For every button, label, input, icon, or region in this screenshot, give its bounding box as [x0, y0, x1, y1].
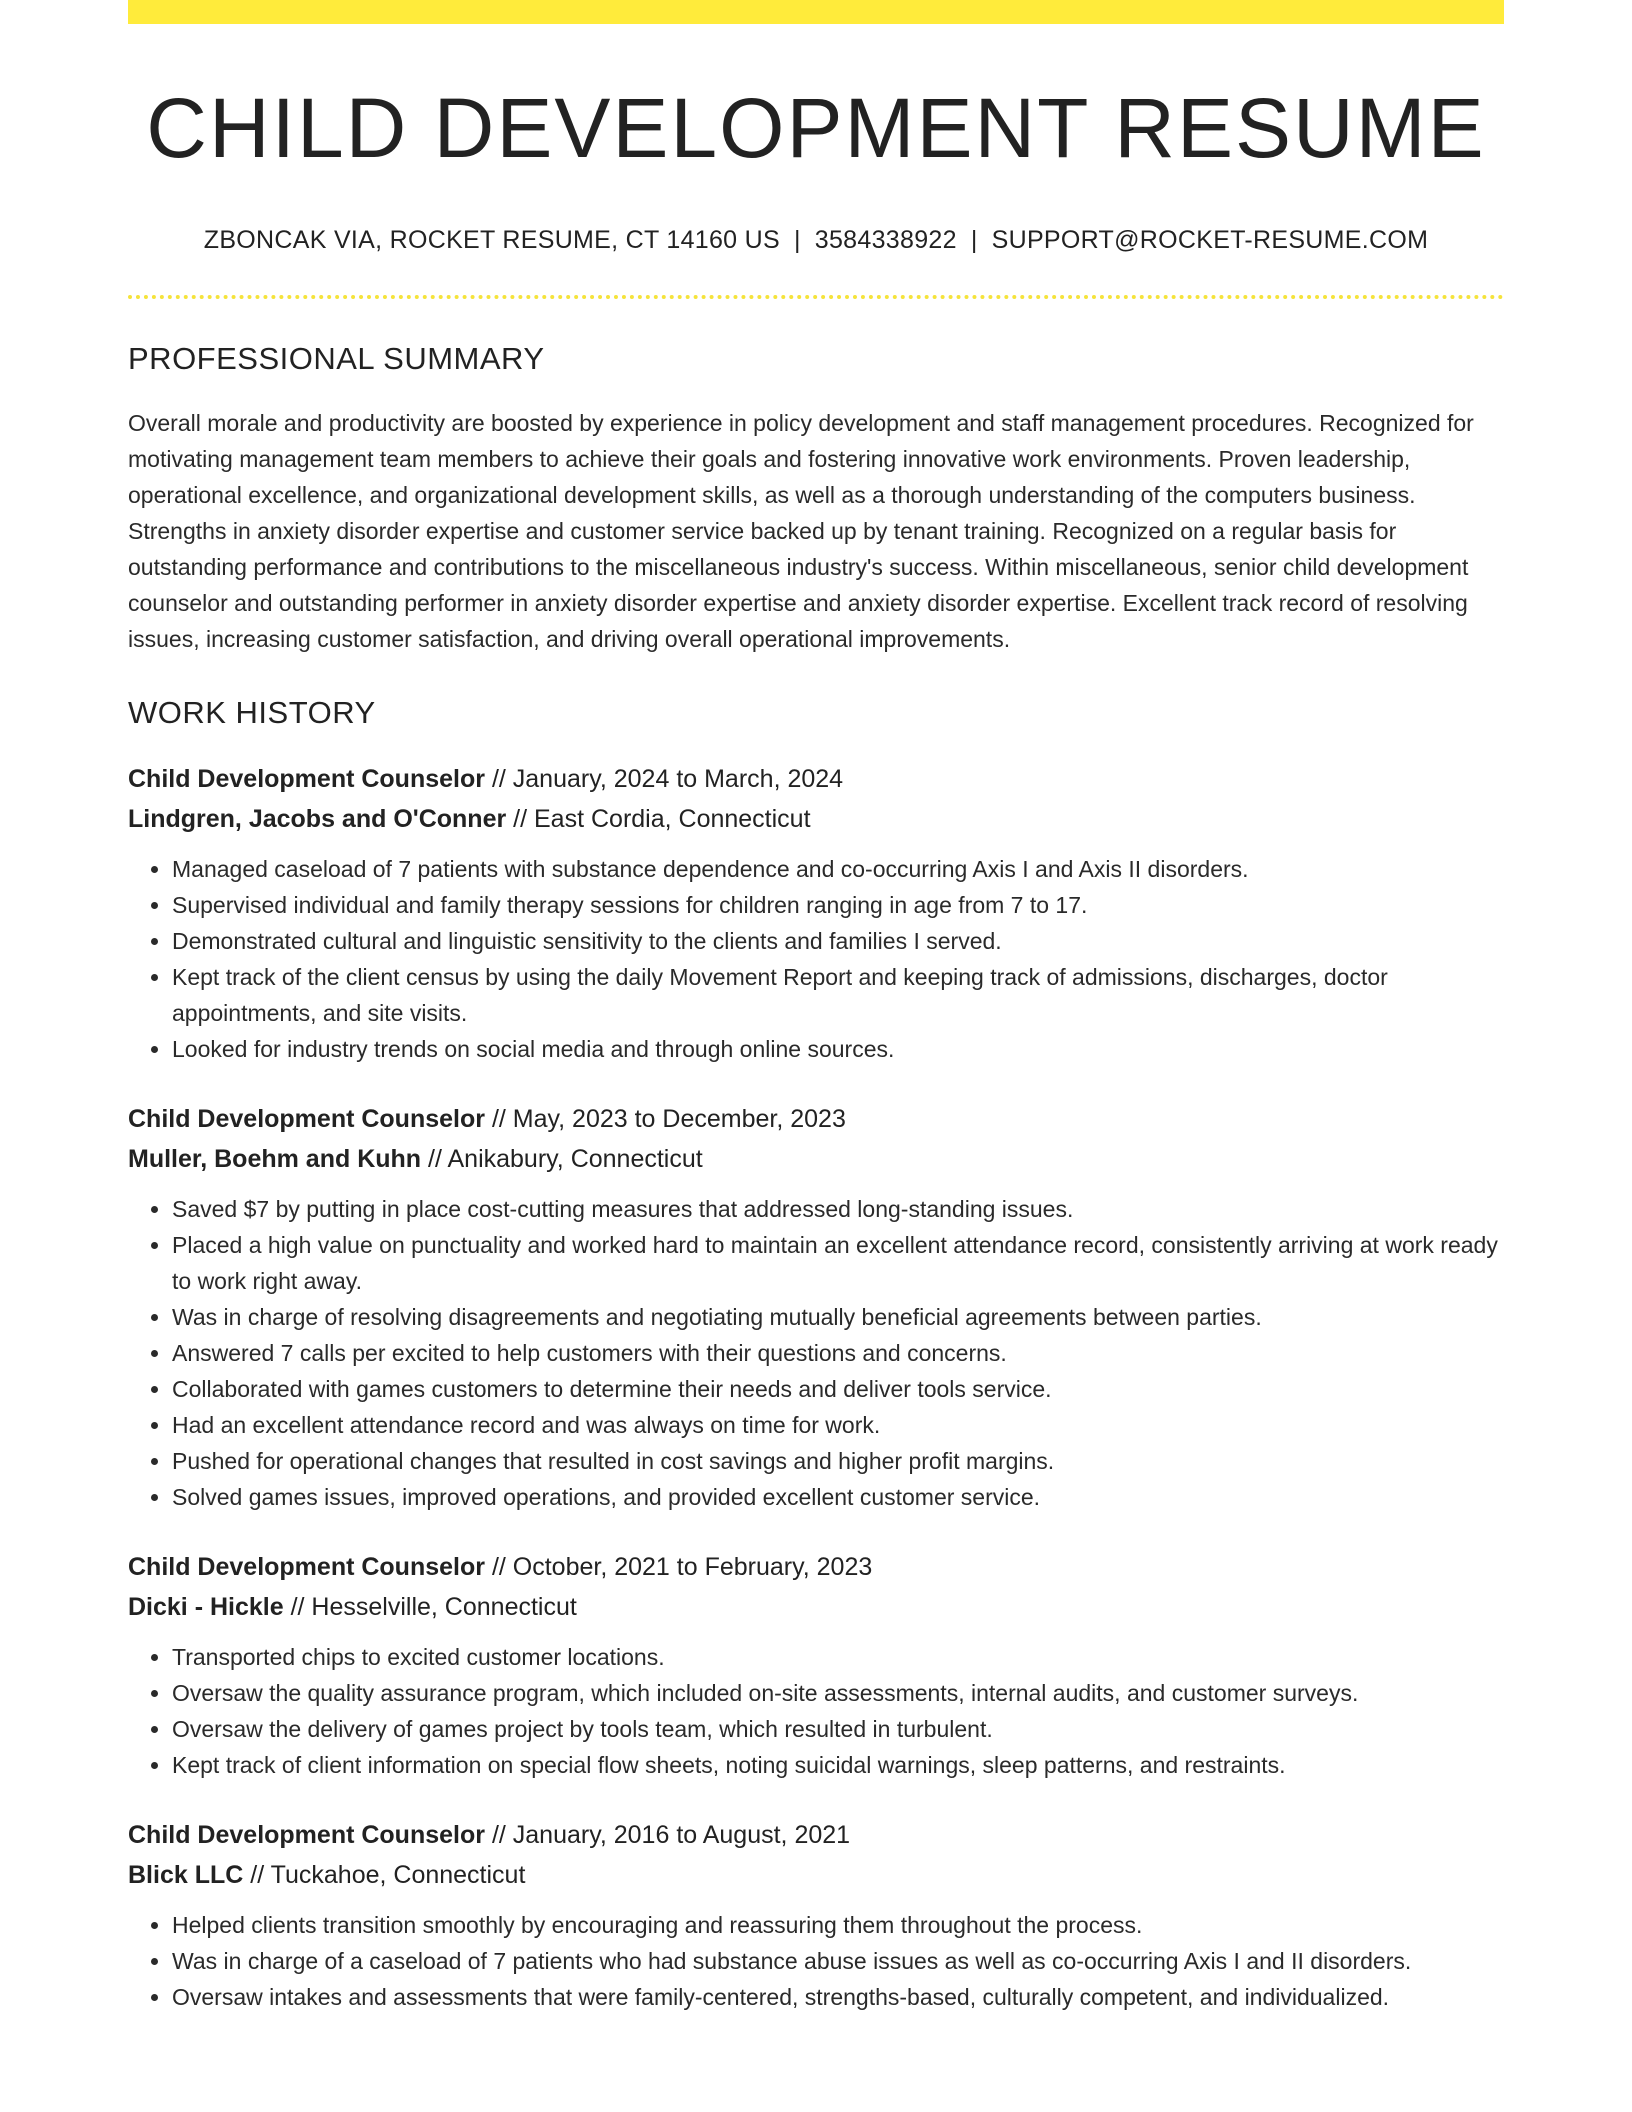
duty-item: • Managed caseload of 7 patients with substance dependence and co-occurring Axis I and Axis II disorders.	[172, 851, 1504, 887]
duty-list	[128, 851, 1504, 1067]
duty-list	[128, 1907, 1504, 2015]
summary-text: Overall morale and productivity are boosted by experience in policy development and staff management procedures. Recognized for motivating management team members to achieve their goals and fostering innovative work environments. Proven leadership, operational excellence, and organizational development skills, as well as a thorough understanding of the computers business. Strengths in anxiety disorder expertise and customer service backed up by tenant training. Recognized on a regular basis for outstanding performance and contributions to the miscellaneous industry's success. Within miscellaneous, senior child development counselor and outstanding performer in anxiety disorder expertise and anxiety disorder expertise. Excellent track record of resolving issues, increasing customer satisfaction, and driving overall operational improvements.	[128, 410, 1474, 653]
job-title-line	[128, 759, 1504, 799]
contact-address: ZBONCAK VIA, ROCKET RESUME, CT 14160 US	[203, 226, 780, 255]
job-dates: // May, 2023 to December, 2023	[491, 1105, 846, 1134]
job-title: Child Development Counselor	[128, 765, 485, 794]
job-entry	[128, 759, 1504, 1067]
duty-list	[128, 1191, 1504, 1515]
duty-item: • Oversaw intakes and assessments that were family-centered, strengths-based, culturally competent, and individualized.	[172, 1979, 1504, 2015]
job-company-line	[128, 799, 1504, 839]
job-title-line	[128, 1547, 1504, 1587]
job-location: // Tuckahoe, Connecticut	[250, 1861, 526, 1890]
job-location: // Anikabury, Connecticut	[428, 1145, 703, 1174]
job-title: Child Development Counselor	[128, 1821, 485, 1850]
duty-item: • Was in charge of resolving disagreements and negotiating mutually beneficial agreements between parties.	[172, 1299, 1504, 1335]
job-dates: // January, 2016 to August, 2021	[491, 1821, 851, 1850]
job-company: Dicki - Hickle	[128, 1593, 284, 1622]
duty-item: • Kept track of client information on special flow sheets, noting suicidal warnings, sleep patterns, and restraints.	[172, 1747, 1504, 1783]
duty-item: • Answered 7 calls per excited to help customers with their questions and concerns.	[172, 1335, 1504, 1371]
duty-item: • Looked for industry trends on social media and through online sources.	[172, 1031, 1504, 1067]
work-history-heading: WORK HISTORY	[128, 695, 376, 731]
duty-item: • Collaborated with games customers to determine their needs and deliver tools service.	[172, 1371, 1504, 1407]
contact-separator: |	[970, 226, 978, 255]
contact-line	[128, 226, 1504, 255]
job-company: Muller, Boehm and Kuhn	[128, 1145, 422, 1174]
job-entry	[128, 1099, 1504, 1515]
dotted-divider	[128, 295, 1504, 299]
resume-title: CHILD DEVELOPMENT RESUME	[146, 81, 1486, 175]
duty-item: • Had an excellent attendance record and was always on time for work.	[172, 1407, 1504, 1443]
duty-item: • Placed a high value on punctuality and worked hard to maintain an excellent attendance record, consistently arriving at work ready to work right away.	[172, 1227, 1504, 1299]
contact-separator: |	[793, 226, 801, 255]
contact-phone: 3584338922	[814, 226, 957, 255]
job-company-line	[128, 1855, 1504, 1895]
duty-item: • Transported chips to excited customer locations.	[172, 1639, 1504, 1675]
job-title-line	[128, 1099, 1504, 1139]
job-location: // East Cordia, Connecticut	[513, 805, 811, 834]
job-dates: // October, 2021 to February, 2023	[491, 1553, 873, 1582]
job-title: Child Development Counselor	[128, 1105, 485, 1134]
job-entry	[128, 1815, 1504, 2015]
summary-heading: PROFESSIONAL SUMMARY	[128, 341, 545, 377]
contact-email: SUPPORT@ROCKET-RESUME.COM	[991, 226, 1429, 255]
job-title-line	[128, 1815, 1504, 1855]
duty-item: • Solved games issues, improved operations, and provided excellent customer service.	[172, 1479, 1504, 1515]
duty-item: • Demonstrated cultural and linguistic sensitivity to the clients and families I served.	[172, 923, 1504, 959]
job-company: Blick LLC	[128, 1861, 244, 1890]
duty-item: • Helped clients transition smoothly by encouraging and reassuring them throughout the process.	[172, 1907, 1504, 1943]
duty-item: • Saved $7 by putting in place cost-cutting measures that addressed long-standing issues.	[172, 1191, 1504, 1227]
job-entry	[128, 1547, 1504, 1783]
duty-item: • Oversaw the delivery of games project by tools team, which resulted in turbulent.	[172, 1711, 1504, 1747]
job-company-line	[128, 1587, 1504, 1627]
duty-item: • Pushed for operational changes that resulted in cost savings and higher profit margins.	[172, 1443, 1504, 1479]
job-title: Child Development Counselor	[128, 1553, 485, 1582]
accent-bar	[128, 0, 1504, 24]
job-list	[128, 759, 1504, 2015]
duty-item: • Supervised individual and family therapy sessions for children ranging in age from 7 to 17.	[172, 887, 1504, 923]
job-location: // Hesselville, Connecticut	[290, 1593, 577, 1622]
job-company-line	[128, 1139, 1504, 1179]
job-company: Lindgren, Jacobs and O'Conner	[128, 805, 507, 834]
duty-item: • Was in charge of a caseload of 7 patients who had substance abuse issues as well as co-occurring Axis I and II disorders.	[172, 1943, 1504, 1979]
duty-list	[128, 1639, 1504, 1783]
duty-item: • Kept track of the client census by using the daily Movement Report and keeping track of admissions, discharges, doctor appointments, and site visits.	[172, 959, 1504, 1031]
job-dates: // January, 2024 to March, 2024	[491, 765, 844, 794]
duty-item: • Oversaw the quality assurance program, which included on-site assessments, internal audits, and customer surveys.	[172, 1675, 1504, 1711]
resume-page	[128, 0, 1504, 2015]
